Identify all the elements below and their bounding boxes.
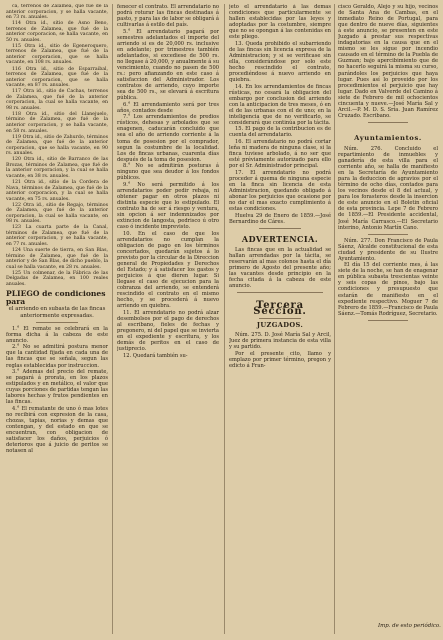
pliego-subheading: el arriendo en subasta de las fincas anteriormente expresadas. <box>8 306 106 319</box>
paragraph: 4.° El rematante de uno ó mas lotes no recibirá con expresion de la casa, chozas, tapias, norias y demas que contengan, y del estado en que se encuentran, con obligacion de satisfacer los daños, perjuicios ó deterioros que á juicio de peritos se notasen al <box>6 405 108 455</box>
column-4 <box>338 4 438 324</box>
list-item: 125 Un colmenar, de la Fábrica de las Delgadas de Zalamea, en 100 reales anuales. <box>6 270 108 287</box>
column-divider <box>334 4 335 634</box>
divider <box>237 292 323 293</box>
paragraph: 5.° El arrendatario pagará por semestres adelantados el importe del arriendo si es de 20,000 rs. inclusive en adelante; por trimestres también adelantados, si excediese de 500 rs. no llegase á 20,000, y anualmente á su vencimiento, cuando no pasen de 500 rs.: pero afianzando en este caso á satisfaccion del Administrador. Los contratos de arriendo, cuyo importe sea de 500 rs., se elevará á escritura pública. <box>117 28 219 102</box>
list-item: 114 Otra id., sitio de Asno Beno, terrenos de Zalamea, que fué de la anterior corporacion, se halla vacante, en 50 rs. anuales. <box>6 21 108 43</box>
paragraph: 10. En el caso de que los arrendatarios no cumplan la obligacion de pago en los términos concertados, quedarán sujetos á lo previsto por la circular de la Direccion general de Propiedades y Derechos del Estado; y á satisfacer los gastos y perjuicios á que dieren lugar. Si llegase el caso de ejecucion para la cobranza del arriendo, se entenderá rescindido el contrato en el mismo hecho, y se procederá á nuevo arriendo en quiebra. <box>117 230 219 310</box>
list-item: 122 Otra id., sitio de Regajo, términos de Zalamea, que fué de la anterior corporacion, la cual se halla vacante, en 98 rs. anuales. <box>6 202 108 225</box>
paragraph: 3.° Ademas del precio del remate, se pagará á prorata, en los plazos estipulados y en metálico, el valor que cuyas porciones de partidas tengan las labores hechas y frutos pendientes en las fincas. <box>6 369 108 406</box>
paragraph: 8.° No se admitirán posturas á ninguno que sea deudor á los fondos públicos. <box>117 163 219 182</box>
list-item: ca, terrenos de Zalamea, que fué de la anterior corporacion, y se halla vacante, en 73 rs. anuales. <box>6 4 108 21</box>
divider <box>259 228 301 229</box>
property-list <box>6 4 108 287</box>
ayuntamientos-heading: Ayuntamientos. <box>354 133 422 142</box>
column-2 <box>117 4 219 359</box>
paragraph: 9.° No será permitido á los arrendatarios poder pedir rebaja, ni obtener pagar en otros plazos ni distinta especie que lo estipulado. El contrato ha de ser á riesgo y ventura, sin opcion á ser indemnizados por extincion de langosta, pedrisco ú otro caso ó incidente imprevisto. <box>117 181 219 231</box>
paragraph: 7.° Los arrendamientos de predios rústicos, dehesas y arbolados que se enagenen, caducarán concluido que sea el año de arriendo corriente á la toma de posesion por el comprador, segun la costumbre de la localidad. Los de fincas urbanas, cuarenta días después de la toma de posesion. <box>117 114 219 163</box>
column-1 <box>6 4 108 455</box>
list-item: 124 Una suerte de tierra, en San Blas, término de Zalamea, que fué de la anterior y de San Blas, de dicho pueblo, la cual se halla vacante, en 28 rs. anuales. <box>6 248 108 270</box>
paragraph: 15. El pago de la contribucion es de cuenta del arrendatario. <box>229 126 331 139</box>
paragraph: Núm. 277. Don Francisco de Paula Sáenz, Alcalde constitucional de esta ciudad y presidente de su Ilustre Ayuntamiento. <box>338 237 438 262</box>
list-item: 116 Otra id., sitio de Esparraibal, terrenos de Zalamea, que fué de la anterior corporacion, que se halla vacante, en 87 rs. anuales. <box>6 66 108 89</box>
list-item: 120 Otra id., sitio de Barranco de las Brozas, términos de Zalamea, que fué de la anterior corporacion, y la cual se halla vacante, en 38 rs. anuales. <box>6 157 108 179</box>
paragraph: jeto el arrendatario á las demas condiciones que particularmente se hallen establecidas por las leyes y adoptadas por la costumbre, siempre que no se opongan á las contenidas en este pliego. <box>229 4 331 41</box>
paragraph: El día 15 del corriente mes, á las siete de la noche, se han de enagenar en pública subasta trescientas veinte y seis copas de pinos, bajo las condiciones y presupuesto que estarán de manifiesto en el expediente respectivo. Moguer 7 de Febrero de 1859.—Francisco de Paula Sáenz.—Tomás Rodríguez, Secretario. <box>338 262 438 317</box>
column-divider <box>112 4 113 634</box>
list-item: 119 Otra id., sitio de Zahurdo, términos de Zalamea, que fué de la anterior corporacion, que se halla vacante, en 90 rs. anuales. <box>6 134 108 157</box>
list-item: 121 Otra id., sitio de la Cordera de Nava, términos de Zalamea, que fué de la anterior corporacion, y la cual se halla vacante, en 75 rs. anuales. <box>6 179 108 202</box>
signature-line: Huelva 29 de Enero de 1859.—José Bernardino de Cáres. <box>229 212 331 225</box>
divider <box>36 322 78 323</box>
list-item: 115 Otra id., sitio de Egeneroquero, terrenos de Zalamea, que fué de la anterior corporacion, que se halla vacante, en 108 rs. anuales. <box>6 43 108 66</box>
paragraph: Núm. 275. D. José María Sal y Arcil, Juez de primera instancia de esta villa y su partido. <box>229 332 331 351</box>
column-divider <box>224 4 225 634</box>
paragraph: 11. El arrendatario no podrá alzar desembolsos por el pago de derechos al escribano, fieles de fechas y pregonero, ni del papel que se invierta en el expediente y escritura, y los demás de peritos en el caso de justiprecio. <box>117 309 219 353</box>
advertencia-heading: ADVERTENCIA. <box>241 233 319 244</box>
paragraph: 14. En los arrendamientos de fincas rústicas, no cesará la obligacion del embargo por conclusion del arriendo con la anticipacion de tres meses, ó en el de las urbanas con el de uno; en la inteligencia que de no verificarlo, se considerará que continúa por la tácita. <box>229 83 331 126</box>
column-3 <box>229 4 331 369</box>
paragraph: 12. Quedará también su- <box>123 352 188 359</box>
paragraph: 1.° El remate se celebrará en la forma dicha á la cabeza de este anuncio. <box>6 325 108 344</box>
paragraph: cisco Geraldo, Alejo y su hijo, vecinos de Santa Ana de Cambas, en el inmediato Reino de Portugal, para que dentro de nueve días, siguientes á este anuncio, se presenten en este Juzgado á prestar sus respectivas indagatorias en la causa que en el mismo se les sigue por incendio causado en el término de la Puebla de Guzman; bajo apercibimiento que de no hacerlo seguirá la misma su curso, parándoles los perjuicios que haya lugar. Pues así lo proveido por los procedimientos el perjuicio que hay lugar. Dado en Valverde del Camino á siete de Febrero de mil ochocientos cincuenta y nueve.—José María Sal y Arcil.—P. M. D. S. Sría. Juan Ramírez Cruzado. Escribano. <box>338 4 438 119</box>
divider <box>368 122 408 123</box>
pliego-heading: PLIEGO de condiciones para <box>6 289 106 307</box>
list-item: 117 Otra id., sitio de Cachas, terrenos de Zalamea, que fué de la anterior corporacion, la cual se halla vacante, en 98 rs. anuales. <box>6 89 108 111</box>
paragraph: 16. El arrendatario no podrá cortar leña ni madera de ninguna clase, si la finca tuviese arbolado, á no ser que esté préviamente autorizado para ello por el Sr. Administrador principal. <box>229 139 331 170</box>
divider <box>259 318 301 319</box>
paragraph: fenecer el contrato. El arrendatario no podrá roturar las fincas destinadas á pasto, y para las de labor se obligará á cultivarlas á estilo del país. <box>117 4 219 29</box>
paragraph: 13. Queda prohibido el subarriendo de las fincas sin licencia expresa de la Administracion; y si se verificase sin ella, considerándose por solo este hecho rescindido el contrato, procediéndose á nuevo arriendo en quiebra. <box>229 40 331 84</box>
section-heading: Tercera Seccion. <box>253 300 307 318</box>
imprint-line: Imp. de esto periódico. <box>378 623 441 629</box>
divider <box>368 234 408 235</box>
paragraph: 17. El arrendatario no podrá proceder á quema de ninguna especie en la finca sin licencia de esta Administracion, quedando obligado á abonar los perjuicios que ocasione por no dar el mas exacto cumplimiento á estas condiciones. <box>229 169 331 213</box>
paragraph: 2.° No se admitirá postura menor que la cantidad fijada en cada una de las fincas que se señala, segun las reglas establecidas por instruccion. <box>6 344 108 369</box>
paragraph: 6.° El arrendamiento será por tres años, contados desde <box>117 101 219 114</box>
paragraph: Las fincas que en la actualidad se hallan arrendadas por la tácita, se reservarán al mas colonos hasta el día primero de Agosto del presente año; las vacantes desde principio en la fecha citada á la cabeza de este anuncio. <box>229 246 331 290</box>
list-item: 118 Otra id., sitio del Llanejuelo, término de Zalamea, que fué de la anterior corporacion, y se halla vacante, en 58 rs. anuales. <box>6 111 108 134</box>
paragraph: Núm. 276. Concluido el repartimiento de inmuebles y ganadería de esta villa para el corriente año, se halla de manifiesto en la Secretaría de Ayuntamiento para la deduccion de agravios por el término de ocho días, contados para los vecinos desde el 8 del actual, y para los forasteros desde la insercion de este anuncio en el Boletin oficial de esta provincia. Lepe 7 de Febrero de 1859.—El Presidente accidental, José María Carrasco.—El Secretario interino, Antonio Martín Cano. <box>338 145 438 231</box>
juzgados-heading: JUZGADOS. <box>256 321 304 330</box>
divider <box>368 320 408 321</box>
list-item: 123 La cuarta parte de la Canal, términos de Zalamea, que fué de la anterior corporacion, y se halla vacante, en 77 rs. anuales. <box>6 225 108 247</box>
paragraph: Por el presente cito, llamo y emplazo por primer término, pregon y edicto á Fran- <box>229 350 331 369</box>
